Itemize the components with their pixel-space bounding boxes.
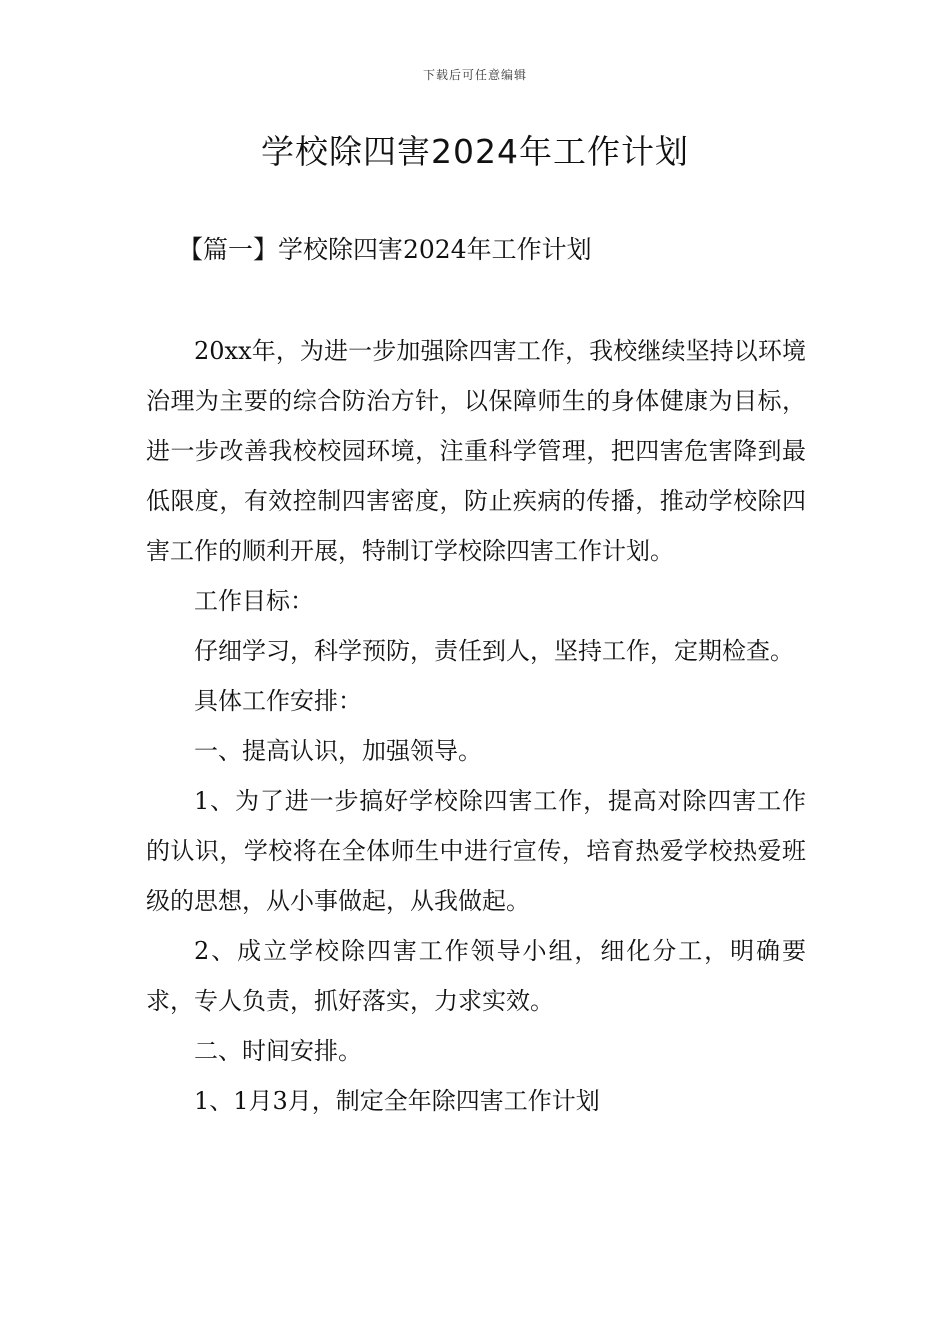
paragraph-schedule-1: 1、1月3月，制定全年除四害工作计划 xyxy=(194,1087,600,1115)
paragraph-section-one: 一、提高认识，加强领导。 xyxy=(194,737,482,765)
section-heading: 【篇一】学校除四害2024年工作计划 xyxy=(178,235,592,264)
paragraph-arrangement-label: 具体工作安排： xyxy=(194,687,362,715)
document-title: 学校除四害2024年工作计划 xyxy=(261,132,689,171)
header-note: 下载后可任意编辑 xyxy=(422,68,527,82)
paragraph-intro: 20xx年，为进一步加强除四害工作，我校继续坚持以环境治理为主要的综合防治方针，以保障师生的身体健康为目标，进一步改善我校校园环境，注重科学管理，把四害危害降到最低限度，有效控制四害密度，防止疾病的传播，推动学校除四害工作的顺利开展，特制订学校除四害工作计划。 xyxy=(146,337,806,565)
paragraph-item-2: 2、成立学校除四害工作领导小组，细化分工，明确要求，专人负责，抓好落实，力求实效。 xyxy=(146,937,806,1015)
document-body xyxy=(146,326,806,1126)
paragraph-goal-label: 工作目标： xyxy=(194,587,314,615)
paragraph-section-two: 二、时间安排。 xyxy=(194,1037,362,1065)
paragraph-item-1: 1、为了进一步搞好学校除四害工作，提高对除四害工作的认识，学校将在全体师生中进行宣传，培育热爱学校热爱班级的思想，从小事做起，从我做起。 xyxy=(146,787,806,915)
paragraph-goal: 仔细学习，科学预防，责任到人，坚持工作，定期检查。 xyxy=(194,637,794,665)
